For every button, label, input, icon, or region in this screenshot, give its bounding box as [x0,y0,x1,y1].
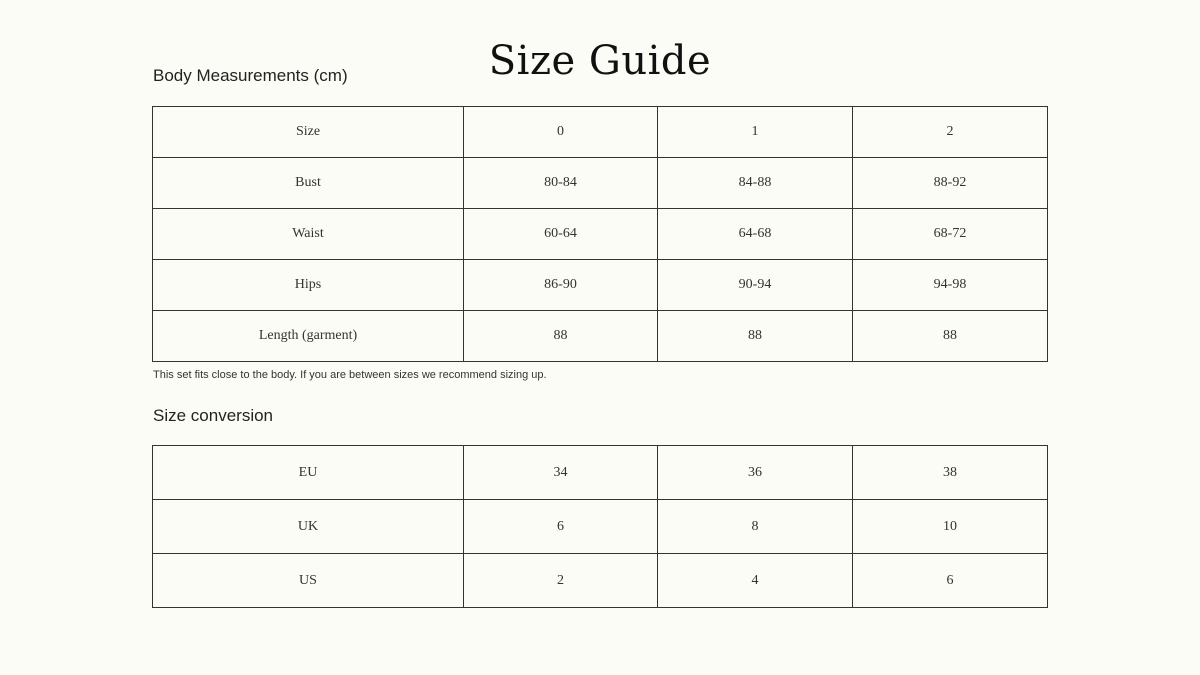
table-cell: 88 [853,311,1048,362]
row-label-eu: EU [153,446,464,500]
row-label-size: Size [153,107,464,158]
table-cell: 8 [658,500,853,554]
table-cell: 90-94 [658,260,853,311]
table-cell: 6 [853,554,1048,608]
table-cell: 1 [658,107,853,158]
table-cell: 38 [853,446,1048,500]
table-cell: 80-84 [464,158,658,209]
table-row [153,446,1048,500]
table-cell: 88 [658,311,853,362]
table-cell: 2 [853,107,1048,158]
table-cell: 36 [658,446,853,500]
table-row [153,209,1048,260]
size-conversion-table [152,445,1048,608]
table-row [153,260,1048,311]
row-label-us: US [153,554,464,608]
row-label-hips: Hips [153,260,464,311]
table-cell: 2 [464,554,658,608]
table-row [153,311,1048,362]
body-measurements-heading: Body Measurements (cm) [153,66,348,85]
size-conversion-heading: Size conversion [153,406,274,425]
table-row [153,107,1048,158]
page-title: Size Guide [488,38,712,84]
row-label-uk: UK [153,500,464,554]
table-cell: 6 [464,500,658,554]
table-row [153,500,1048,554]
table-cell: 34 [464,446,658,500]
table-cell: 88 [464,311,658,362]
body-measurements-table [152,106,1048,362]
row-label-waist: Waist [153,209,464,260]
row-label-bust: Bust [153,158,464,209]
table-cell: 94-98 [853,260,1048,311]
table-cell: 60-64 [464,209,658,260]
fit-note: This set fits close to the body. If you are between sizes we recommend sizing up. [153,369,547,381]
table-row [153,554,1048,608]
table-cell: 4 [658,554,853,608]
row-label-length: Length (garment) [153,311,464,362]
table-cell: 84-88 [658,158,853,209]
table-cell: 10 [853,500,1048,554]
table-cell: 68-72 [853,209,1048,260]
table-cell: 86-90 [464,260,658,311]
table-cell: 88-92 [853,158,1048,209]
table-cell: 64-68 [658,209,853,260]
table-cell: 0 [464,107,658,158]
table-row [153,158,1048,209]
